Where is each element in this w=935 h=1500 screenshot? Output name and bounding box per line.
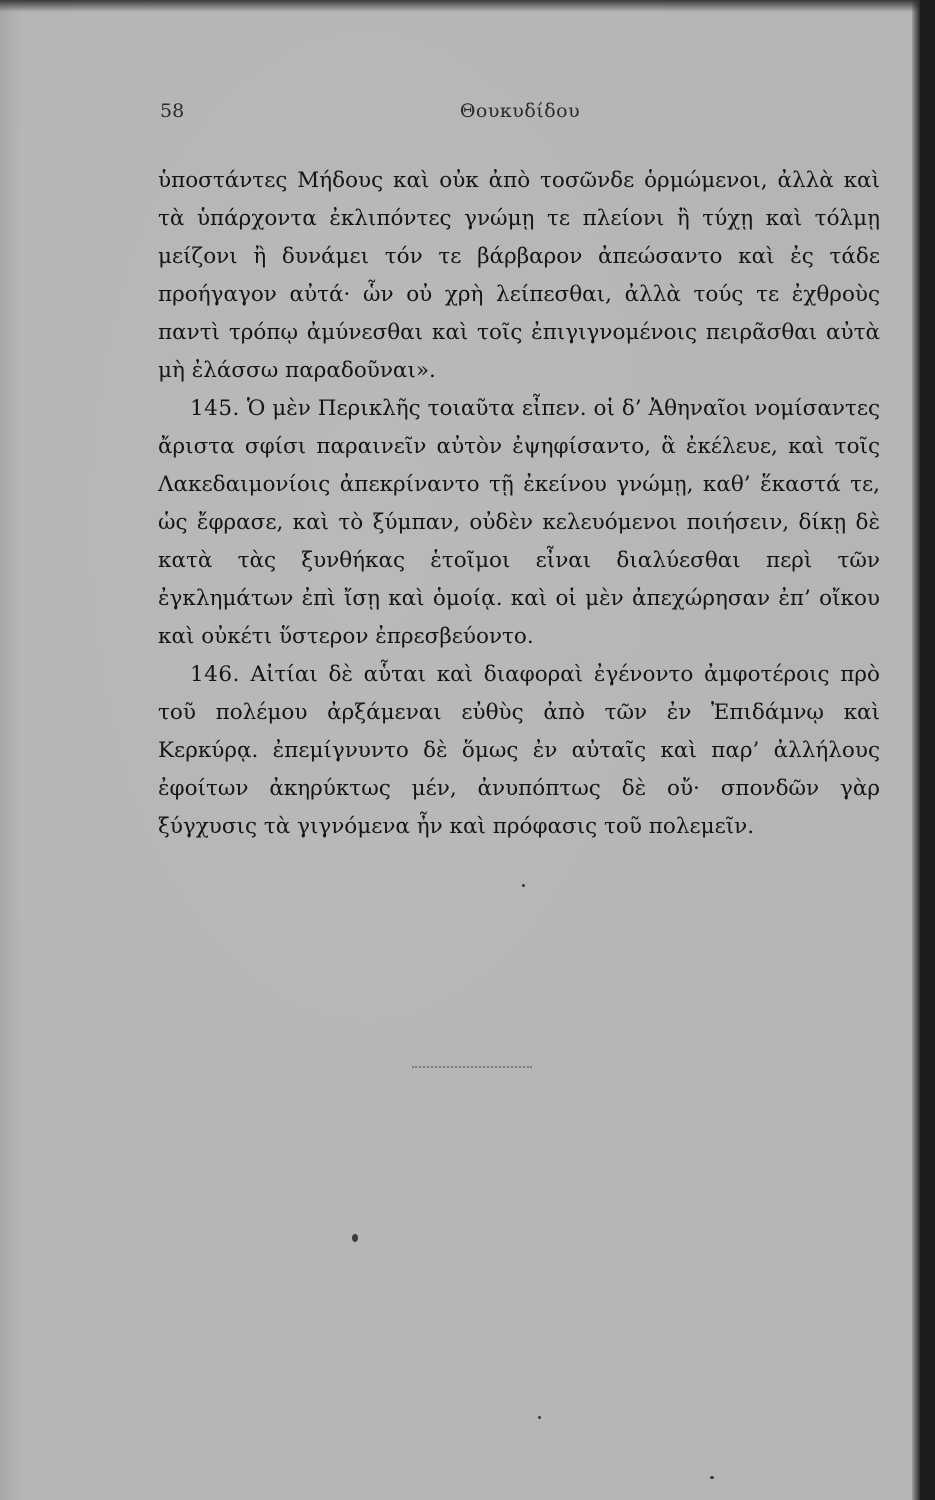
section-end-divider bbox=[412, 1066, 532, 1072]
section-number: 145. bbox=[190, 396, 240, 421]
page-top-shadow bbox=[0, 0, 920, 12]
ink-speck bbox=[538, 1416, 541, 1419]
running-head bbox=[160, 100, 880, 126]
ink-speck bbox=[710, 1476, 714, 1479]
section-number: 146. bbox=[190, 662, 240, 687]
paragraph-146 bbox=[158, 656, 880, 846]
paragraph-continuation bbox=[158, 162, 880, 390]
page-number: 58 bbox=[160, 100, 185, 122]
paragraph-145 bbox=[158, 390, 880, 656]
paragraph-text: Ὁ μὲν Περικλῆς τοιαῦτα εἶπεν. οἱ δ’ Ἀθηναῖοι νομίσαντες ἄριστα σφίσι παραινεῖν αὐτὸν ἐψηφίσαντο, ἃ ἐκέλευε, καὶ τοῖς Λακεδαιμονίοις ἀπεκρίναντο τῇ ἐκείνου γνώμῃ, καθ’ ἕκαστά τε, ὡς ἔφρασε, καὶ τὸ ξύμπαν, οὐδὲν κελευόμενοι ποιήσειν, δίκῃ δὲ κατὰ τὰς ξυνθήκας ἑτοῖμοι εἶναι διαλύεσθαι περὶ τῶν ἐγκλημάτων ἐπὶ ἴσῃ καὶ ὁμοίᾳ. καὶ οἱ μὲν ἀπεχώρησαν ἐπ’ οἴκου καὶ οὐκέτι ὕστερον ἐπρεσβεύοντο. bbox=[158, 396, 881, 649]
ink-speck bbox=[352, 1234, 358, 1242]
body-text bbox=[158, 162, 880, 846]
ink-speck bbox=[522, 884, 525, 887]
page-right-edge bbox=[912, 0, 920, 1500]
paragraph-text: ὑποστάντες Μήδους καὶ οὐκ ἀπὸ τοσῶνδε ὁρμώμενοι, ἀλλὰ καὶ τὰ ὑπάρχοντα ἐκλιπόντες γνώμῃ τε πλείονι ἢ τύχῃ καὶ τόλμῃ μείζονι ἢ δυνάμει τόν τε βάρβαρον ἀπεώσαντο καὶ ἐς τάδε προήγαγον αὐτά· ὧν οὐ χρὴ λείπεσθαι, ἀλλὰ τούς τε ἐχθροὺς παντὶ τρόπῳ ἀμύνεσθαι καὶ τοῖς ἐπιγιγνομένοις πειρᾶσθαι αὐτὰ μὴ ἐλάσσω παραδοῦναι». bbox=[158, 168, 880, 383]
running-title: Θουκυδίδου bbox=[459, 100, 581, 122]
paragraph-text: Αἰτίαι δὲ αὗται καὶ διαφοραὶ ἐγένοντο ἀμφοτέροις πρὸ τοῦ πολέμου ἀρξάμεναι εὐθὺς ἀπὸ τῶν ἐν Ἐπιδάμνῳ καὶ Κερκύρᾳ. ἐπεμίγνυντο δὲ ὅμως ἐν αὐταῖς καὶ παρ’ ἀλλήλους ἐφοίτων ἀκηρύκτως μέν, ἀνυπόπτως δὲ οὔ· σπονδῶν γὰρ ξύγχυσις τὰ γιγνόμενα ἦν καὶ πρόφασις τοῦ πολεμεῖν. bbox=[158, 662, 880, 839]
